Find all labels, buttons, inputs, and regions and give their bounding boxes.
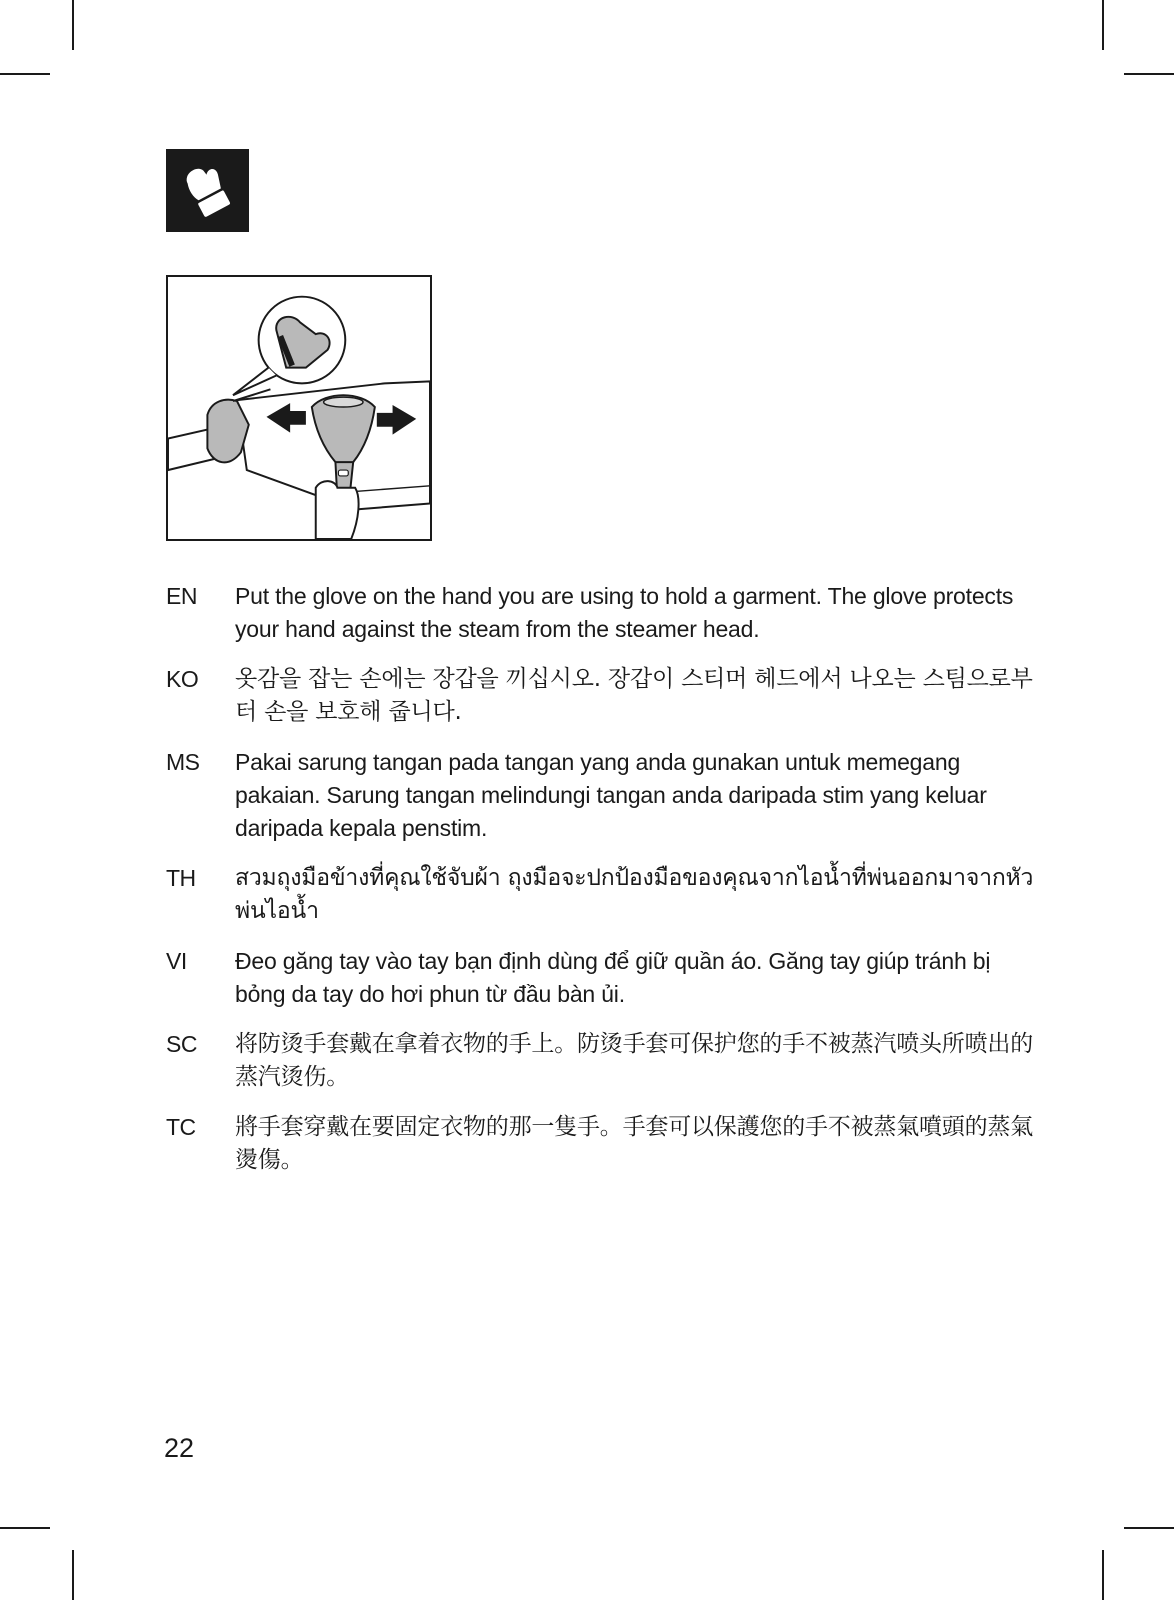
crop-mark-top-left-h [0,73,50,75]
instruction-text: สวมถุงมือข้างที่คุณใช้จับผ้า ถุงมือจะปกป้องมือของคุณจากไอน้ำที่พ่นออกมาจากหัวพ่นไอน้ำ [235,865,1034,924]
language-code: MS [166,749,200,775]
language-code: TH [166,865,196,891]
language-code: KO [166,666,199,692]
instruction-th [166,862,1036,928]
crop-mark-bottom-left-v [72,1550,74,1600]
crop-mark-bottom-right-h [1124,1527,1174,1529]
crop-mark-top-right-h [1124,73,1174,75]
glove-icon [166,149,249,232]
crop-mark-top-right-v [1102,0,1104,50]
glove-steaming-illustration [166,275,432,541]
crop-mark-bottom-left-h [0,1527,50,1529]
instruction-text: 将防烫手套戴在拿着衣物的手上。防烫手套可保护您的手不被蒸汽喷头所喷出的蒸汽烫伤。 [235,1031,1034,1090]
crop-mark-top-left-v [72,0,74,50]
instruction-en [166,580,1036,646]
instruction-text: Đeo găng tay vào tay bạn định dùng để giữ quần áo. Găng tay giúp tránh bị bỏng da tay do hơi phun từ đầu bàn ủi. [235,948,991,1007]
instruction-vi [166,945,1036,1011]
instruction-list [166,580,1036,1194]
instruction-text: Pakai sarung tangan pada tangan yang anda gunakan untuk memegang pakaian. Sarung tangan melindungi tangan anda daripada stim yang keluar daripada kepala penstim. [235,749,987,841]
language-code: EN [166,583,197,609]
language-code: SC [166,1031,197,1057]
page-number: 22 [164,1433,195,1463]
language-code: TC [166,1114,196,1140]
instruction-sc [166,1028,1036,1094]
instruction-ms [166,746,1036,845]
language-code: VI [166,948,187,974]
instruction-tc [166,1111,1036,1177]
instruction-ko [166,663,1036,729]
instruction-text: Put the glove on the hand you are using to hold a garment. The glove protects your hand against the steam from the steamer head. [235,583,1014,642]
instruction-text: 將手套穿戴在要固定衣物的那一隻手。手套可以保護您的手不被蒸氣噴頭的蒸氣燙傷。 [235,1114,1034,1173]
instruction-text: 옷감을 잡는 손에는 장갑을 끼십시오. 장갑이 스티머 헤드에서 나오는 스팀으로부터 손을 보호해 줍니다. [235,666,1033,725]
crop-mark-bottom-right-v [1102,1550,1104,1600]
